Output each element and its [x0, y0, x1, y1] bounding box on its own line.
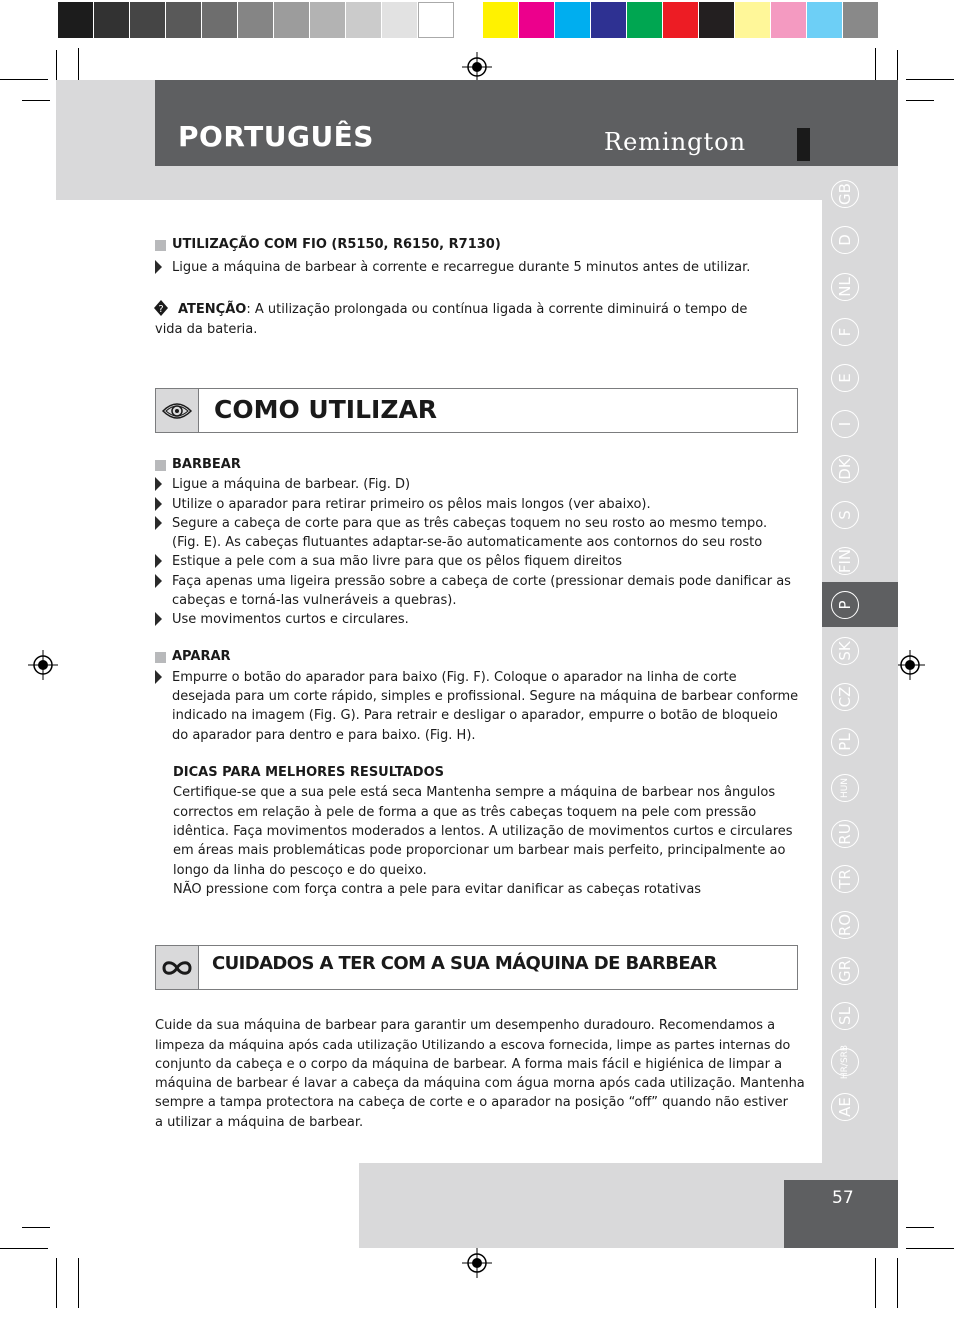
- crop-mark: [906, 100, 934, 101]
- care-line: máquina de barbear é lavar a cabeça da máquina com água morna após cada utilização. Mantenha: [155, 1076, 805, 1091]
- bullet-arrow-icon: [155, 477, 162, 491]
- crop-mark: [0, 79, 48, 80]
- lang-tab-hr-srb[interactable]: HR/SRB: [831, 1048, 859, 1076]
- warning-icon: [154, 300, 168, 316]
- care-line: Cuide da sua máquina de barbear para garantir um desempenho duradouro. Recomendamos a: [155, 1018, 776, 1033]
- color-swatch: [591, 2, 627, 38]
- shaving-line: Segure a cabeça de corte para que as três cabeças toquem no seu rosto ao mesmo tempo.: [172, 516, 768, 531]
- lang-tab-e[interactable]: E: [831, 364, 859, 392]
- lang-tab-ae[interactable]: AE: [831, 1093, 859, 1121]
- tips-line: idêntica. Faça movimentos moderados a lentos. A utilização de movimentos curtos e circulares: [173, 824, 793, 839]
- care-line: conjunto da cabeça e o corpo da máquina de barbear. A forma mais fácil e higiénica de limpar a: [155, 1057, 783, 1072]
- page-number: 57: [832, 1188, 854, 1208]
- color-swatch: [627, 2, 663, 38]
- gray-swatch: [130, 2, 166, 38]
- how-to-use-title: COMO UTILIZAR: [214, 395, 438, 424]
- warning-label: ATENÇÃO: [178, 302, 247, 317]
- section-marker-icon: [155, 460, 166, 471]
- trim-line: desejada para um corte rápido, simples e profissional. Segure na máquina de barbear conforme: [172, 689, 799, 704]
- lang-tab-dk[interactable]: DK: [831, 455, 859, 483]
- warning-line-1: [178, 300, 747, 319]
- color-swatch: [735, 2, 771, 38]
- shaving-line: Estique a pele com a sua mão livre para que os pêlos fiquem direitos: [172, 554, 623, 569]
- registration-mark-icon: [462, 1248, 492, 1278]
- lang-tab-s[interactable]: S: [831, 501, 859, 529]
- bullet-arrow-icon: [155, 612, 162, 626]
- corded-use-instruction: Ligue a máquina de barbear à corrente e recarregue durante 5 minutos antes de utilizar.: [172, 260, 751, 275]
- bullet-arrow-icon: [155, 670, 162, 684]
- lang-tab-ru[interactable]: RU: [831, 820, 859, 848]
- gray-swatch: [58, 2, 94, 38]
- bullet-arrow-icon: [155, 260, 162, 274]
- tips-line: NÃO pressione com força contra a pele para evitar danificar as cabeças rotativas: [173, 882, 702, 897]
- lang-tab-i[interactable]: I: [831, 410, 859, 438]
- tips-heading: DICAS PARA MELHORES RESULTADOS: [173, 765, 444, 780]
- shaving-line: Utilize o aparador para retirar primeiro os pêlos mais longos (ver abaixo).: [172, 497, 651, 512]
- trim-line: indicado na imagem (Fig. G). Para retrair e desligar o aparador, empurre o botão de bloqueio: [172, 708, 778, 723]
- tips-line: em áreas mais problemáticas pode proporcionar um barbear mais perfeito, principalmente ao: [173, 843, 786, 858]
- lang-tab-gb[interactable]: GB: [831, 180, 859, 208]
- gray-swatch: [166, 2, 202, 38]
- crop-mark: [56, 1258, 57, 1308]
- crop-mark: [78, 1258, 79, 1308]
- lang-tab-pl[interactable]: PL: [831, 728, 859, 756]
- crop-mark: [0, 1248, 48, 1249]
- gray-swatch: [310, 2, 346, 38]
- shaving-line: cabeças e torná-las vulneráveis a quebras).: [172, 593, 457, 608]
- lang-tab-nl[interactable]: NL: [831, 273, 859, 301]
- care-line: limpeza da máquina após cada utilização Utilizando a escova fornecida, limpe as partes internas do: [155, 1037, 791, 1052]
- crop-mark: [906, 1227, 934, 1228]
- registration-mark-icon: [462, 52, 492, 82]
- section-icon-box: [156, 946, 199, 989]
- registration-mark-icon: [895, 650, 925, 680]
- section-marker-icon: [155, 652, 166, 663]
- tips-line: Certifique-se que a sua pele está seca Mantenha sempre a máquina de barbear nos ângulos: [173, 785, 776, 800]
- lang-tab-d[interactable]: D: [831, 226, 859, 254]
- tips-line: correctos em relação à pele de forma a que as três cabeças toquem na pele com pressão: [173, 805, 757, 820]
- lang-tab-sk[interactable]: SK: [831, 637, 859, 665]
- process-color-bar: [483, 2, 879, 38]
- bullet-arrow-icon: [155, 516, 162, 530]
- registration-mark-icon: [28, 650, 58, 680]
- color-swatch: [519, 2, 555, 38]
- gray-swatch: [274, 2, 310, 38]
- care-line: a utilizar a máquina de barbear.: [155, 1115, 364, 1130]
- shaving-heading: BARBEAR: [172, 457, 241, 472]
- trim-line: Empurre o botão do aparador para baixo (Fig. F). Coloque o aparador na linha de corte: [172, 670, 737, 685]
- trim-line: do aparador para dentro e para baixo. (Fig. H).: [172, 728, 476, 743]
- bullet-arrow-icon: [155, 574, 162, 588]
- color-swatch: [555, 2, 591, 38]
- shaving-line: (Fig. E). As cabeças flutuantes adaptar-se-ão automaticamente aos contornos do seu rosto: [172, 535, 763, 550]
- svg-text:?: ?: [158, 304, 164, 315]
- shaving-line: Use movimentos curtos e circulares.: [172, 612, 409, 627]
- care-line: sempre a tampa protectora na cabeça de corte e o aparador na posição “off” quando não estiver: [155, 1095, 788, 1110]
- crop-mark: [22, 100, 50, 101]
- color-swatch: [843, 2, 879, 38]
- lang-tab-sl[interactable]: SL: [831, 1002, 859, 1030]
- care-title: CUIDADOS A TER COM A SUA MÁQUINA DE BARBEAR: [212, 953, 717, 974]
- crop-mark: [897, 1258, 898, 1308]
- section-marker-icon: [155, 240, 166, 251]
- bullet-arrow-icon: [155, 554, 162, 568]
- color-swatch: [771, 2, 807, 38]
- warning-line-2: vida da bateria.: [155, 322, 258, 337]
- lang-tab-ro[interactable]: RO: [831, 911, 859, 939]
- lang-tab-cz[interactable]: CZ: [831, 683, 859, 711]
- color-swatch: [663, 2, 699, 38]
- eye-icon: [162, 399, 192, 423]
- gray-swatch: [238, 2, 274, 38]
- color-swatch: [807, 2, 843, 38]
- crop-mark: [906, 79, 954, 80]
- lang-tab-gr[interactable]: GR: [831, 957, 859, 985]
- section-icon-box: [156, 389, 199, 432]
- lang-tab-hun[interactable]: HUN: [831, 774, 859, 802]
- color-swatch: [483, 2, 519, 38]
- page-title: PORTUGUÊS: [178, 120, 374, 153]
- tips-line: longo da linha do pescoço e do queixo.: [173, 863, 427, 878]
- lang-tab-tr[interactable]: TR: [831, 865, 859, 893]
- shaving-line: Faça apenas uma ligeira pressão sobre a cabeça de corte (pressionar demais pode danificar as: [172, 574, 791, 589]
- gray-swatch: [382, 2, 418, 38]
- shaving-line: Ligue a máquina de barbear. (Fig. D): [172, 477, 411, 492]
- gray-swatch: [202, 2, 238, 38]
- crop-mark: [22, 1227, 50, 1228]
- gray-swatch: [418, 2, 454, 38]
- color-swatch: [699, 2, 735, 38]
- crop-mark: [875, 1258, 876, 1308]
- gray-swatch: [346, 2, 382, 38]
- lang-tab-fin[interactable]: FIN: [831, 547, 859, 575]
- brand-logo-bar: [797, 128, 810, 161]
- brand-logo: Remington: [604, 128, 747, 156]
- crop-mark: [906, 1248, 954, 1249]
- grayscale-color-bar: [58, 2, 454, 38]
- corded-use-heading: UTILIZAÇÃO COM FIO (R5150, R6150, R7130): [172, 237, 501, 252]
- lang-tab-p[interactable]: P: [831, 591, 859, 619]
- warning-text: : A utilização prolongada ou contínua ligada à corrente diminuirá o tempo de: [246, 302, 748, 317]
- infinity-icon: [161, 958, 193, 978]
- trim-heading: APARAR: [172, 649, 231, 664]
- gray-swatch: [94, 2, 130, 38]
- bullet-arrow-icon: [155, 497, 162, 511]
- lang-tab-f[interactable]: F: [831, 318, 859, 346]
